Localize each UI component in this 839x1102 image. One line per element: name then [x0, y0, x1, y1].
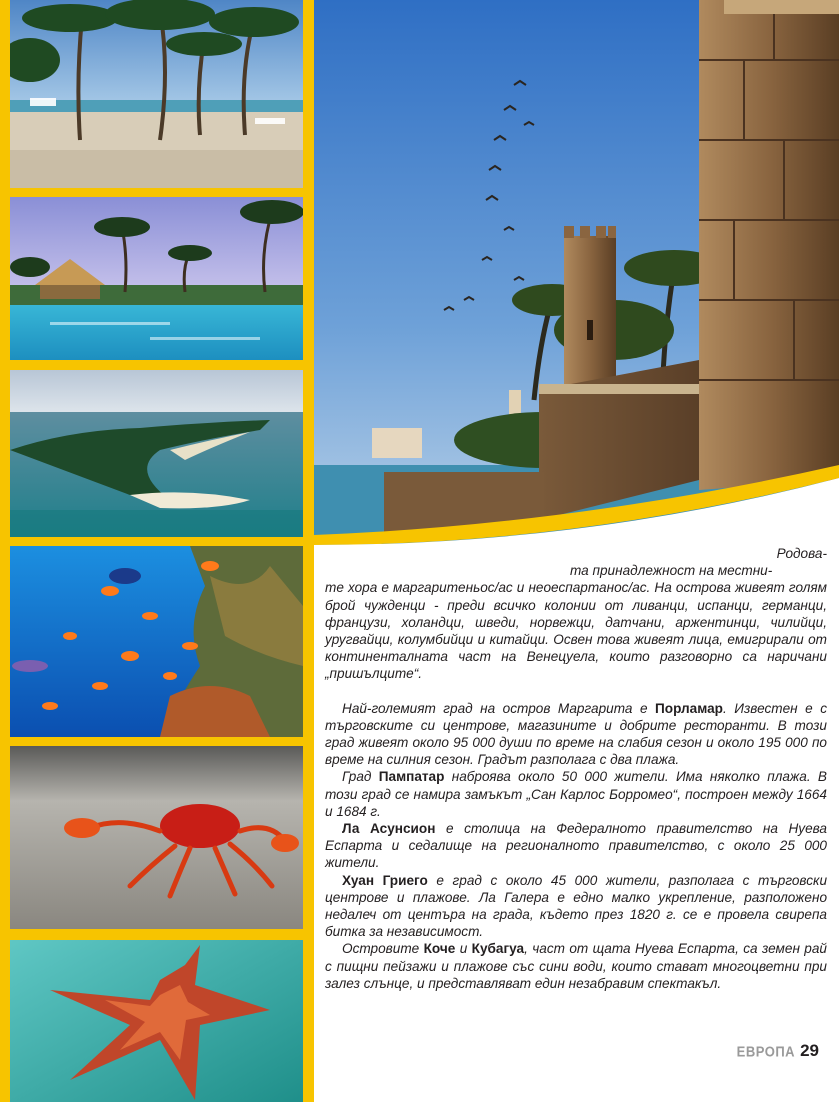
p5-text-a: Островите — [342, 941, 424, 957]
page-footer — [737, 1040, 819, 1062]
juan-griego-paragraph — [325, 872, 827, 941]
islands-paragraph — [325, 940, 827, 992]
magazine-brand: ЕВРОПА — [736, 1042, 796, 1060]
porlamar-name: Порламар — [655, 700, 723, 716]
coral-reef-fish-photo — [10, 546, 303, 737]
coche-name: Коче — [423, 941, 456, 957]
intro-paragraph — [325, 545, 827, 683]
pampatar-name: Пампатар — [378, 769, 445, 785]
fortress-tower-photo — [314, 0, 839, 545]
p2-text-c: наброява около 50 000 жители. Има няколко плажа. В този град се намира замъкът „Сан Карлос Борромео“, построен между 1664 и 1684 г. — [325, 769, 827, 819]
p5-text-mid: и — [455, 941, 472, 957]
island-aerial-photo — [10, 370, 303, 537]
p2-text-a: Град — [342, 769, 379, 785]
intro-line-1: Родова- — [776, 546, 827, 561]
p1-text-c: . Известен е с търговските си центрове, магазините и добрите ресторанти. В този град живеят около 95 000 души по време на слабия сезон и около 195 000 по време на силния сезон. Градът разполага с два плажа. — [325, 700, 827, 768]
intro-rest: те хора е маргаритеньос/ас и неоеспартанос/ас. На острова живеят голям брой чужденци - преди всичко колонии от ливанци, испанци, германци, французи, холандци, шведи, норвежци, датчани, аржентинци, чилийци, уругвайци, колумбийци и китайци. Освен това живеят лица, емигрирали от континенталната част на Венецуела, които разговорно са наричани „пришълците“. — [325, 580, 827, 682]
red-crab-photo — [10, 746, 303, 929]
la-asuncion-paragraph — [325, 820, 827, 872]
pampatar-paragraph — [325, 768, 827, 820]
la-asuncion-name: Ла Асунсион — [342, 821, 436, 837]
cubagua-name: Кубагуа — [471, 941, 525, 957]
porlamar-paragraph — [325, 700, 827, 769]
resort-pool-photo — [10, 197, 303, 360]
intro-line-2: та принадлежност на местни- — [570, 563, 773, 579]
article-body — [325, 545, 827, 992]
p5-text-c: , част от щата Нуева Еспарта, са земен рай с пищни пейзажи и плажове със сини води, които стават многоцветни при залез слънце, и представляват един незабравим спектакъл. — [325, 941, 827, 991]
photo-strip — [0, 0, 314, 1102]
starfish-photo — [10, 940, 303, 1102]
p1-text-a: Най-големият град на остров Маргарита е — [342, 700, 655, 716]
juan-griego-name: Хуан Гриего — [342, 872, 428, 888]
p3-text-c: е столица на Федералното правителство на Нуева Еспарта и седалище на регионалното правителство, с около 25 000 жители. — [325, 821, 827, 871]
p4-text-c: е град с около 45 000 жители, разполага с търговски центрове и плажове. Ла Галера е едно малко укрепление, разположено недалеч от центъра на града, където през 1820 г. се е провела свирепа битка за независимост. — [325, 872, 828, 940]
page-number: 29 — [800, 1041, 819, 1060]
beach-palms-photo — [10, 0, 303, 188]
